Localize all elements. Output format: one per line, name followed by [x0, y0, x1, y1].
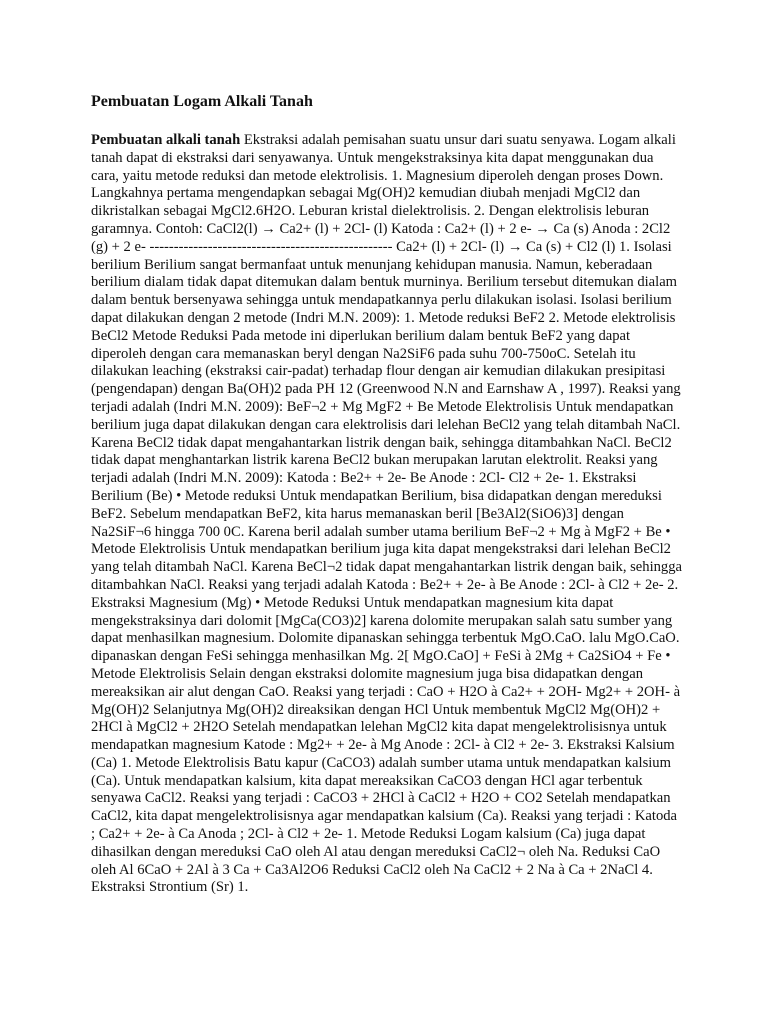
body-text: Ekstraksi adalah pemisahan suatu unsur dari suatu senyawa. Logam alkali tanah dapat di ekstraksi dari senyawanya. Untuk mengekstraksinya kita dapat menggunakan dua cara, yaitu metode reduksi dan metode elektrolisis. 1. Magnesium diperoleh dengan proses Down. Langkahnya pertama mengendapkan sebagai Mg(OH)2 kemudian diubah menjadi MgCl2 dan dikristalkan sebagai MgCl2.6H2O. Leburan kristal dielektrolisis. 2. Dengan elektrolisis leburan garamnya. Contoh: CaCl2(l) → Ca2+ (l) + 2Cl- (l) Katoda : Ca2+ (l) + 2 e- → Ca (s) Anoda : 2Cl2 (g) + 2 e- -------------------------------------------------- Ca2+ (l) + 2Cl- (l) → Ca (s) + Cl2 (l) 1. Isolasi berilium Berilium sangat bermanfaat untuk menunjang kehidupan manusia. Namun, keberadaan berilium dialam tidak dapat ditemukan dalam bentuk murninya. Berilium tersebut ditemukan dialam dalam bentuk bersenyawa sehingga untuk mendapatkannya perlu dilakukan isolasi. Isolasi berilium dapat dilakukan dengan 2 metode (Indri M.N. 2009): 1. Metode reduksi BeF2 2. Metode elektrolisis BeCl2 Metode Reduksi Pada metode ini diperlukan berilium dalam bentuk BeF2 yang dapat diperoleh dengan cara memanaskan beryl dengan Na2SiF6 pada suhu 700-750oC. Setelah itu dilakukan leaching (ekstraksi cair-padat) terhadap flour dengan air kemudian dilakukan presipitasi (pengendapan) dengan Ba(OH)2 pada PH 12 (Greenwood N.N and Earnshaw A , 1997). Reaksi yang terjadi adalah (Indri M.N. 2009): BeF¬2 + Mg MgF2 + Be Metode Elektrolisis Untuk mendapatkan berilium juga dapat dilakukan dengan cara elektrolisis dari lelehan BeCl2 yang telah ditambah NaCl. Karena BeCl2 tidak dapat mengahantarkan listrik dengan baik, sehingga ditambahkan NaCl. BeCl2 tidak dapat menghantarkan listrik karena BeCl2 bukan merupakan larutan elektrolit. Reaksi yang terjadi adalah (Indri M.N. 2009): Katoda : Be2+ + 2e- Be Anode : 2Cl- Cl2 + 2e- 1. Ekstraksi Berilium (Be) • Metode reduksi Untuk mendapatkan Berilium, bisa didapatkan dengan mereduksi BeF2. Sebelum mendapatkan BeF2, kita harus memanaskan beril [Be3Al2(SiO6)3] dengan Na2SiF¬6 hingga 700 0C. Karena beril adalah sumber utama berilium BeF¬2 + Mg à MgF2 + Be • Metode Elektrolisis Untuk mendapatkan berilium juga kita dapat mengekstraksi dari lelehan BeCl2 yang telah ditambah NaCl. Karena BeCl¬2 tidak dapat mengahantarkan listrik dengan baik, sehingga ditambahkan NaCl. Reaksi yang terjadi adalah Katoda : Be2+ + 2e- à Be Anode : 2Cl- à Cl2 + 2e- 2. Ekstraksi Magnesium (Mg) • Metode Reduksi Untuk mendapatkan magnesium kita dapat mengekstraksinya dari dolomit [MgCa(CO3)2] karena dolomite merupakan salah satu sumber yang dapat menhasilkan magnesium. Dolomite dipanaskan sehingga terbentuk MgO.CaO. lalu MgO.CaO. dipanaskan dengan FeSi sehingga menhasilkan Mg. 2[ MgO.CaO] + FeSi à 2Mg + Ca2SiO4 + Fe • Metode Elektrolisis Selain dengan ekstraksi dolomite magnesium juga bisa didapatkan dengan mereaksikan air alut dengan CaO. Reaksi yang terjadi : CaO + H2O à Ca2+ + 2OH- Mg2+ + 2OH- à Mg(OH)2 Selanjutnya Mg(OH)2 direaksikan dengan HCl Untuk membentuk MgCl2 Mg(OH)2 + 2HCl à MgCl2 + 2H2O Setelah mendapatkan lelehan MgCl2 kita dapat mengelektrolisisnya untuk mendapatkan magnesium Katode : Mg2+ + 2e- à Mg Anode : 2Cl- à Cl2 + 2e- 3. Ekstraksi Kalsium (Ca) 1. Metode Elektrolisis Batu kapur (CaCO3) adalah sumber utama untuk mendapatkan kalsium (Ca). Untuk mendapatkan kalsium, kita dapat mereaksikan CaCO3 dengan HCl agar terbentuk senyawa CaCl2. Reaksi yang terjadi : CaCO3 + 2HCl à CaCl2 + H2O + CO2 Setelah mendapatkan CaCl2, kita dapat mengelektrolisisnya agar mendapatkan kalsium (Ca). Reaksi yang terjadi : Katoda ; Ca2+ + 2e- à Ca Anoda ; 2Cl- à Cl2 + 2e- 1. Metode Reduksi Logam kalsium (Ca) juga dapat dihasilkan dengan mereduksi CaO oleh Al atau dengan mereduksi CaCl2¬ oleh Na. Reduksi CaO oleh Al 6CaO + 2Al à 3 Ca + Ca3Al2O6 Reduksi CaCl2 oleh Na CaCl2 + 2 Na à Ca + 2NaCl 4. Ekstraksi Strontium (Sr) 1. — [91, 132, 682, 896]
document-title: Pembuatan Logam Alkali Tanah — [91, 93, 313, 110]
lead-label: Pembuatan alkali tanah — [91, 132, 241, 148]
document-body — [91, 132, 684, 897]
